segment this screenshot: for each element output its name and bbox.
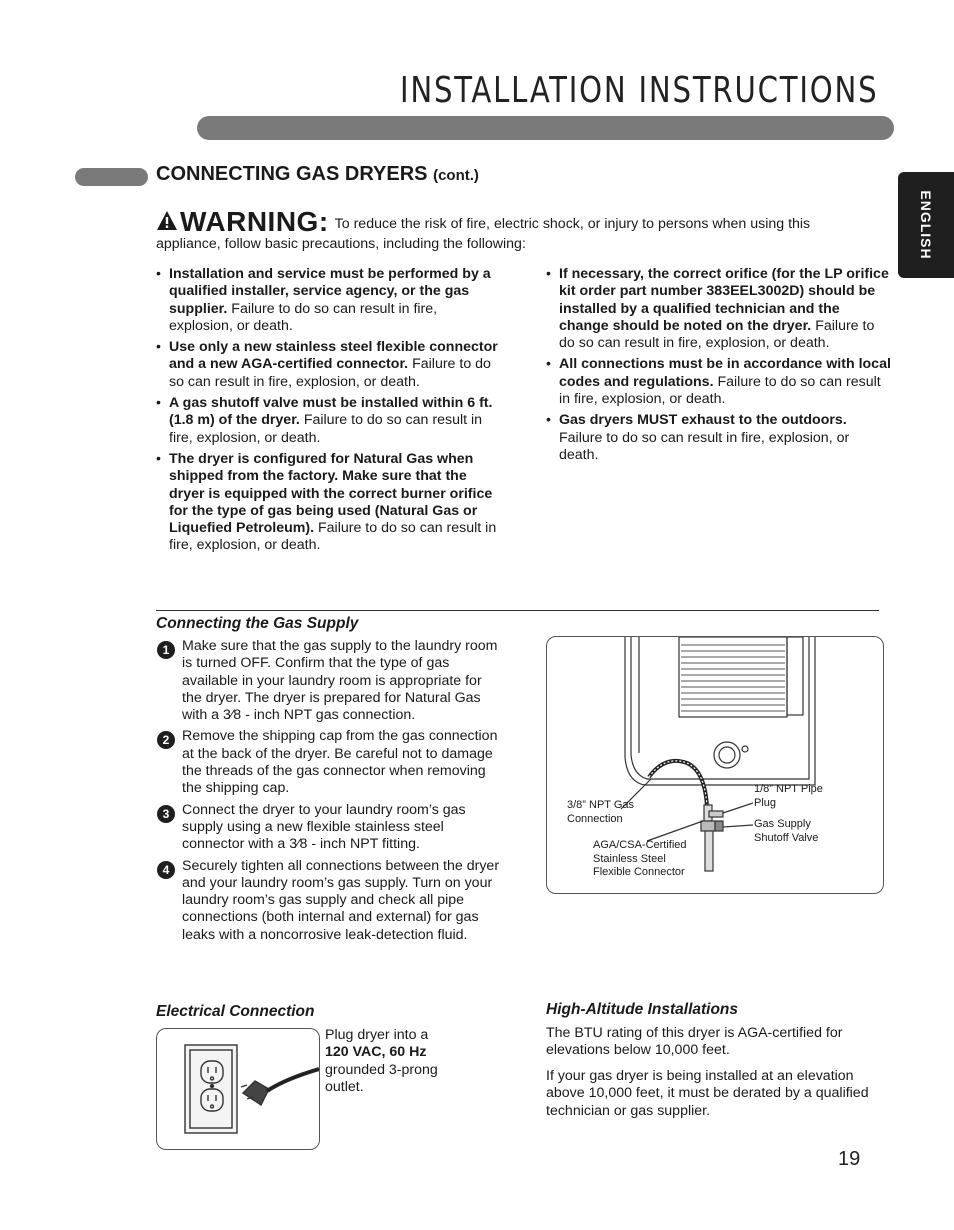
list-item: • Installation and service must be performed by a qualified installer, service agency, or the gas supplier. Failure to do so can result in fire, explosion, or death. [156, 266, 501, 335]
outlet-plug-icon [157, 1029, 319, 1149]
label-npt-gas-connection: 3/8” NPT Gas Connection [567, 799, 635, 825]
list-item: • All connections must be in accordance with local codes and regulations. Failure to do so can result in fire, explosion, or death. [546, 356, 891, 408]
label-shutoff-valve: Gas Supply Shutoff Valve [754, 818, 819, 844]
section-pill [75, 168, 148, 186]
step-number: 4 [157, 861, 175, 879]
list-item: • If necessary, the correct orifice (for the LP orifice kit order part number 383EEL3002D) should be installed by a qualified technician and the change should be noted on the dryer. Failure to do so can result in fire, explosion, or death. [546, 266, 891, 352]
warning-text: To reduce the risk of fire, electric shock, or injury to persons when using this appliance, follow basic precautions, including the following: [156, 216, 811, 252]
electrical-heading: Electrical Connection [156, 1003, 315, 1020]
high-altitude-para-1: The BTU rating of this dryer is AGA-certified for elevations below 10,000 feet. [546, 1025, 843, 1059]
section-title-text: CONNECTING GAS DRYERS [156, 163, 428, 185]
section-divider [156, 610, 879, 611]
list-item: • A gas shutoff valve must be installed within 6 ft. (1.8 m) of the dryer. Failure to do so can result in fire, explosion, or death. [156, 395, 501, 447]
warning-bullets-right [546, 266, 891, 468]
step-item: 4 Securely tighten all connections between the dryer and your laundry room’s gas supply. Turn on your laundry room’s gas supply and check all pipe connections (both internal and external) for gas leaks with a noncorrosive leak-detection fluid. [156, 858, 501, 944]
step-item: 3 Connect the dryer to your laundry room’s gas supply using a new flexible stainless steel connector with a 3⁄8 - inch NPT fitting. [156, 802, 501, 854]
label-flexible-connector: AGA/CSA-Certified Stainless Steel Flexible Connector [593, 839, 687, 878]
step-item: 1 Make sure that the gas supply to the laundry room is turned OFF. Confirm that the type of gas available in your laundry room is appropriate for the dryer. The dryer is prepared for Natural Gas with a 3⁄8 - inch NPT gas connection. [156, 638, 501, 724]
warning-word: WARNING: [180, 206, 329, 237]
page-title: INSTALLATION INSTRUCTIONS [400, 70, 879, 111]
language-tab [898, 172, 954, 278]
gas-connection-diagram [546, 636, 884, 894]
step-number: 3 [157, 805, 175, 823]
step-item: 2 Remove the shipping cap from the gas connection at the back of the dryer. Be careful not to damage the threads of the gas connector when removing the shipping cap. [156, 728, 501, 797]
step-number: 2 [157, 731, 175, 749]
high-altitude-heading: High-Altitude Installations [546, 1001, 739, 1018]
warning-triangle-icon [156, 210, 178, 236]
high-altitude-para-2: If your gas dryer is being installed at an elevation above 10,000 feet, it must be derated by a qualified technician or gas supplier. [546, 1068, 869, 1119]
outlet-illustration-box [156, 1028, 320, 1150]
list-item: • Use only a new stainless steel flexible connector and a new AGA-certified connector. Failure to do so can result in fire, explosion, or death. [156, 339, 501, 391]
warning-bullets-left [156, 266, 501, 559]
gas-supply-heading: Connecting the Gas Supply [156, 615, 359, 632]
language-tab-label: ENGLISH [918, 190, 934, 260]
step-number: 1 [157, 641, 175, 659]
label-pipe-plug: 1/8” NPT Pipe Plug [754, 783, 823, 809]
page-number: 19 [838, 1148, 861, 1170]
section-title [156, 163, 479, 186]
warning-statement [156, 206, 878, 253]
list-item: • Gas dryers MUST exhaust to the outdoors. Failure to do so can result in fire, explosion, or death. [546, 412, 891, 464]
section-title-suffix: (cont.) [433, 167, 479, 184]
electrical-text: Plug dryer into a 120 VAC, 60 Hz grounded 3-prong outlet. [325, 1027, 438, 1095]
title-bar [197, 116, 894, 140]
list-item: • The dryer is configured for Natural Gas when shipped from the factory. Make sure that the dryer is equipped with the correct burner orifice for the type of gas being used (Natural Gas or Liquefied Petroleum). Failure to do so can result in fire, explosion, or death. [156, 451, 501, 555]
gas-supply-steps [156, 638, 501, 948]
